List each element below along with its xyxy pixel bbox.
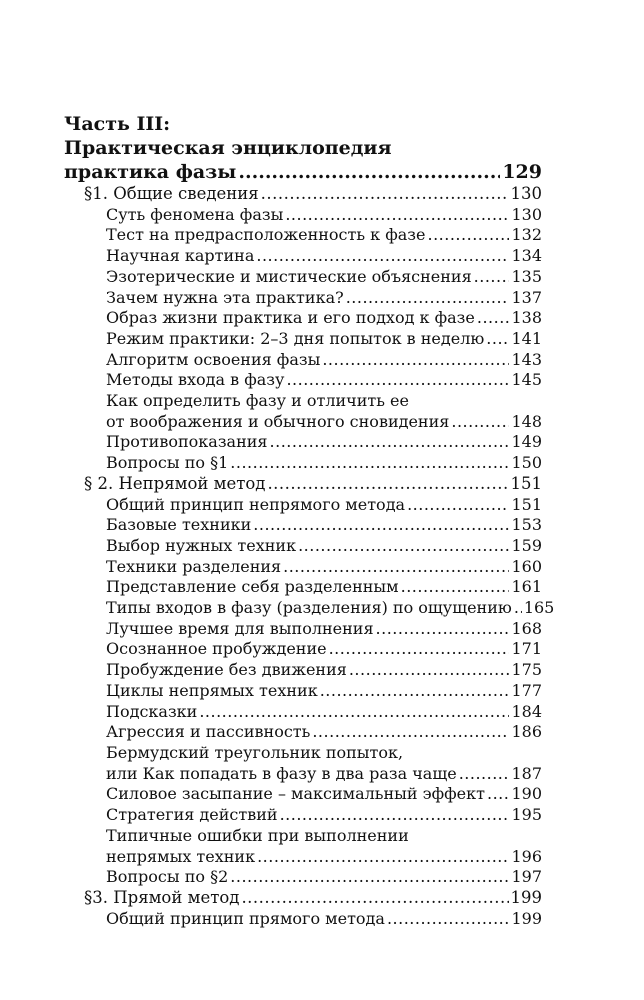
dot-leader: [474, 267, 510, 288]
subsection-entry: [64, 412, 542, 433]
entry-title: Осознанное пробуждение: [106, 639, 327, 659]
part-title-line-1: Часть III:: [64, 113, 171, 135]
entry-title: Суть феномена фазы: [106, 204, 284, 224]
dot-leader: [477, 308, 510, 329]
entry-page-number: 149: [511, 432, 542, 452]
dot-leader: [320, 681, 510, 702]
dot-leader: [238, 160, 500, 184]
subsection-entry: [64, 805, 542, 826]
subsection-entry: [64, 495, 542, 516]
entry-title: §1. Общие сведения: [84, 184, 259, 203]
section-entry: [64, 888, 542, 909]
dot-leader: [270, 432, 510, 453]
dot-leader: [329, 639, 510, 660]
subsection-entry: [64, 205, 542, 226]
section-entry: [64, 184, 542, 205]
entry-title: Лучшее время для выполнения: [106, 618, 374, 638]
entry-title: Режим практики: 2–3 дня попыток в неделю: [106, 328, 485, 348]
entry-page-number: 197: [511, 867, 542, 887]
dot-leader: [241, 888, 508, 909]
entry-page-number: 190: [511, 784, 542, 804]
subsection-entry: [64, 784, 542, 805]
subsection-entry: [64, 288, 542, 309]
entry-page-number: 134: [511, 246, 542, 266]
entry-title: Зачем нужна эта практика?: [106, 287, 344, 307]
subsection-entry: [64, 909, 542, 930]
subsection-entry: [64, 432, 542, 453]
dot-leader: [312, 722, 509, 743]
subsection-entry: [64, 515, 542, 536]
entry-title: Образ жизни практика и его подход к фазе: [106, 308, 475, 328]
part-page-number: 129: [502, 161, 542, 183]
subsection-entry: [64, 598, 555, 619]
dot-leader: [387, 909, 510, 930]
entry-page-number: 199: [511, 908, 542, 928]
entry-page-number: 137: [511, 287, 542, 307]
dot-leader: [230, 453, 509, 474]
entry-page-number: 160: [511, 556, 542, 576]
entry-title: Общий принцип прямого метода: [106, 908, 385, 928]
entry-title: § 2. Непрямой метод: [84, 473, 266, 493]
entry-title: от воображения и обычного сновидения: [106, 411, 450, 431]
subsection-entry: [64, 329, 542, 350]
subsection-entry: [64, 867, 542, 888]
entry-title-first-line: Как определить фазу и отличить ее: [106, 391, 409, 411]
subsection-entry: [64, 639, 542, 660]
dot-leader: [459, 764, 510, 785]
entry-title: Силовое засыпание – максимальный эффект: [106, 784, 485, 804]
dot-leader: [401, 577, 510, 598]
section-entry: [64, 474, 542, 495]
entry-page-number: 195: [511, 805, 542, 825]
entry-title: Стратегия действий: [106, 805, 278, 825]
entry-page-number: 165: [523, 598, 555, 618]
entry-page-number: 186: [511, 722, 542, 742]
entry-page-number: 177: [511, 680, 542, 700]
entry-page-number: 145: [511, 370, 542, 390]
dot-leader: [285, 205, 509, 226]
subsection-entry: [64, 453, 542, 474]
subsection-entry: [64, 702, 542, 723]
dot-leader: [257, 847, 509, 868]
subsection-entry: [64, 722, 542, 743]
subsection-entry: [64, 681, 542, 702]
subsection-entry: [64, 267, 542, 288]
entry-title: Техники разделения: [106, 556, 282, 576]
dot-leader: [322, 350, 509, 371]
entry-title: или Как попадать в фазу в два раза чаще: [106, 763, 457, 783]
entry-page-number: 184: [511, 701, 542, 721]
entry-page-number: 141: [511, 328, 542, 348]
dot-leader: [230, 867, 509, 888]
dot-leader: [346, 288, 510, 309]
entry-title: Общий принцип непрямого метода: [106, 494, 406, 514]
subsection-entry: [64, 764, 542, 785]
entry-title: Методы входа в фазу: [106, 370, 285, 390]
entry-page-number: 199: [510, 887, 542, 907]
entry-page-number: 151: [511, 494, 542, 514]
entry-page-number: 187: [511, 763, 542, 783]
part-title-text: практика фазы: [64, 161, 237, 183]
entry-page-number: 148: [511, 411, 542, 431]
subsection-entry: [64, 370, 542, 391]
entry-page-number: 196: [511, 846, 542, 866]
entry-title: Агрессия и пассивность: [106, 722, 311, 742]
entry-title: Базовые техники: [106, 515, 252, 535]
part-title-line-3: [64, 160, 542, 184]
subsection-entry: [64, 557, 542, 578]
entry-page-number: 130: [510, 184, 542, 203]
entry-page-number: 130: [511, 204, 542, 224]
dot-leader: [298, 536, 509, 557]
entry-page-number: 168: [511, 618, 542, 638]
entry-title: Выбор нужных техник: [106, 535, 297, 555]
dot-leader: [376, 619, 510, 640]
entry-title: Тест на предрасположенность к фазе: [106, 225, 426, 245]
entry-title: Эзотерические и мистические объяснения: [106, 266, 472, 286]
subsection-entry: [64, 350, 542, 371]
dot-leader: [514, 598, 522, 619]
dot-leader: [428, 225, 510, 246]
dot-leader: [256, 246, 509, 267]
dot-leader: [286, 370, 509, 391]
dot-leader: [261, 184, 509, 205]
dot-leader: [349, 660, 510, 681]
dot-leader: [487, 784, 509, 805]
dot-leader: [486, 329, 509, 350]
entry-page-number: 153: [511, 515, 542, 535]
dot-leader: [280, 805, 510, 826]
part-title-line-2: Практическая энциклопедия: [64, 137, 392, 159]
entry-title: Вопросы по §1: [106, 453, 229, 473]
entry-page-number: 135: [511, 266, 542, 286]
subsection-entry: [64, 308, 542, 329]
subsection-entry: [64, 660, 542, 681]
entry-title: Циклы непрямых техник: [106, 680, 318, 700]
dot-leader: [267, 474, 508, 495]
entry-page-number: 143: [511, 349, 542, 369]
entry-title: Противопоказания: [106, 432, 268, 452]
entry-page-number: 150: [511, 453, 542, 473]
entry-title: Подсказки: [106, 701, 198, 721]
dot-leader: [199, 702, 509, 723]
entry-title: Представление себя разделенным: [106, 577, 399, 597]
entry-page-number: 138: [511, 308, 542, 328]
entry-title-first-line: Бермудский треугольник попыток,: [106, 742, 404, 762]
subsection-entry: [64, 619, 542, 640]
subsection-entry: [64, 577, 542, 598]
entry-title-first-line: Типичные ошибки при выполнении: [106, 825, 409, 845]
entry-page-number: 171: [511, 639, 542, 659]
toc-entries: [64, 184, 555, 929]
entry-page-number: 175: [511, 660, 542, 680]
entry-title: Типы входов в фазу (разделения) по ощущению: [106, 598, 512, 618]
subsection-entry: [64, 225, 542, 246]
entry-title: Вопросы по §2: [106, 867, 229, 887]
subsection-entry: [64, 847, 542, 868]
entry-page-number: 159: [511, 535, 542, 555]
entry-page-number: 151: [510, 473, 542, 493]
subsection-entry: [64, 246, 542, 267]
dot-leader: [407, 495, 509, 516]
subsection-entry: [64, 536, 542, 557]
dot-leader: [451, 412, 509, 433]
entry-title: Научная картина: [106, 246, 255, 266]
dot-leader: [283, 557, 509, 578]
entry-page-number: 161: [511, 577, 542, 597]
table-of-contents: [64, 112, 555, 929]
entry-title: §3. Прямой метод: [84, 887, 240, 907]
entry-title: Алгоритм освоения фазы: [106, 349, 321, 369]
dot-leader: [253, 515, 509, 536]
entry-title: Пробуждение без движения: [106, 660, 347, 680]
entry-title: непрямых техник: [106, 846, 256, 866]
entry-page-number: 132: [511, 225, 542, 245]
